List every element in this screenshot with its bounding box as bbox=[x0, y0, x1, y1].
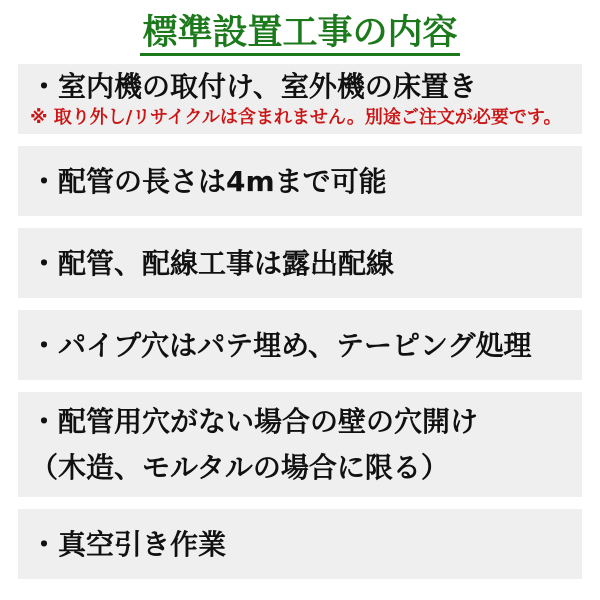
list-item-wall-hole-drilling bbox=[18, 392, 582, 497]
list-item-pipe-hole-sealing bbox=[18, 310, 582, 380]
list-item-indoor-outdoor-install bbox=[18, 64, 582, 134]
item-text: ・真空引き作業 bbox=[30, 527, 227, 561]
item-text: ・配管、配線工事は露出配線 bbox=[30, 246, 395, 280]
item-text: ・配管用穴がない場合の壁の穴開け bbox=[30, 404, 479, 438]
title-container bbox=[0, 0, 600, 64]
item-text: ・配管の長さは4mまで可能 bbox=[30, 164, 387, 198]
list-item-vacuum-work bbox=[18, 509, 582, 579]
item-text: ・室内機の取付け、室外機の床置き bbox=[30, 70, 477, 103]
page-title: 標準設置工事の内容 bbox=[140, 14, 459, 56]
list-item-exposed-wiring bbox=[18, 228, 582, 298]
work-items-list bbox=[18, 64, 582, 579]
item-text: ・パイプ穴はパテ埋め、テーピング処理 bbox=[30, 328, 532, 362]
item-text-line2: （木造、モルタルの場合に限る） bbox=[30, 450, 449, 484]
list-item-pipe-length bbox=[18, 146, 582, 216]
item-disclaimer-note: ※ 取り外し/リサイクルは含まれません。別途ご注文が必要です。 bbox=[30, 107, 562, 128]
